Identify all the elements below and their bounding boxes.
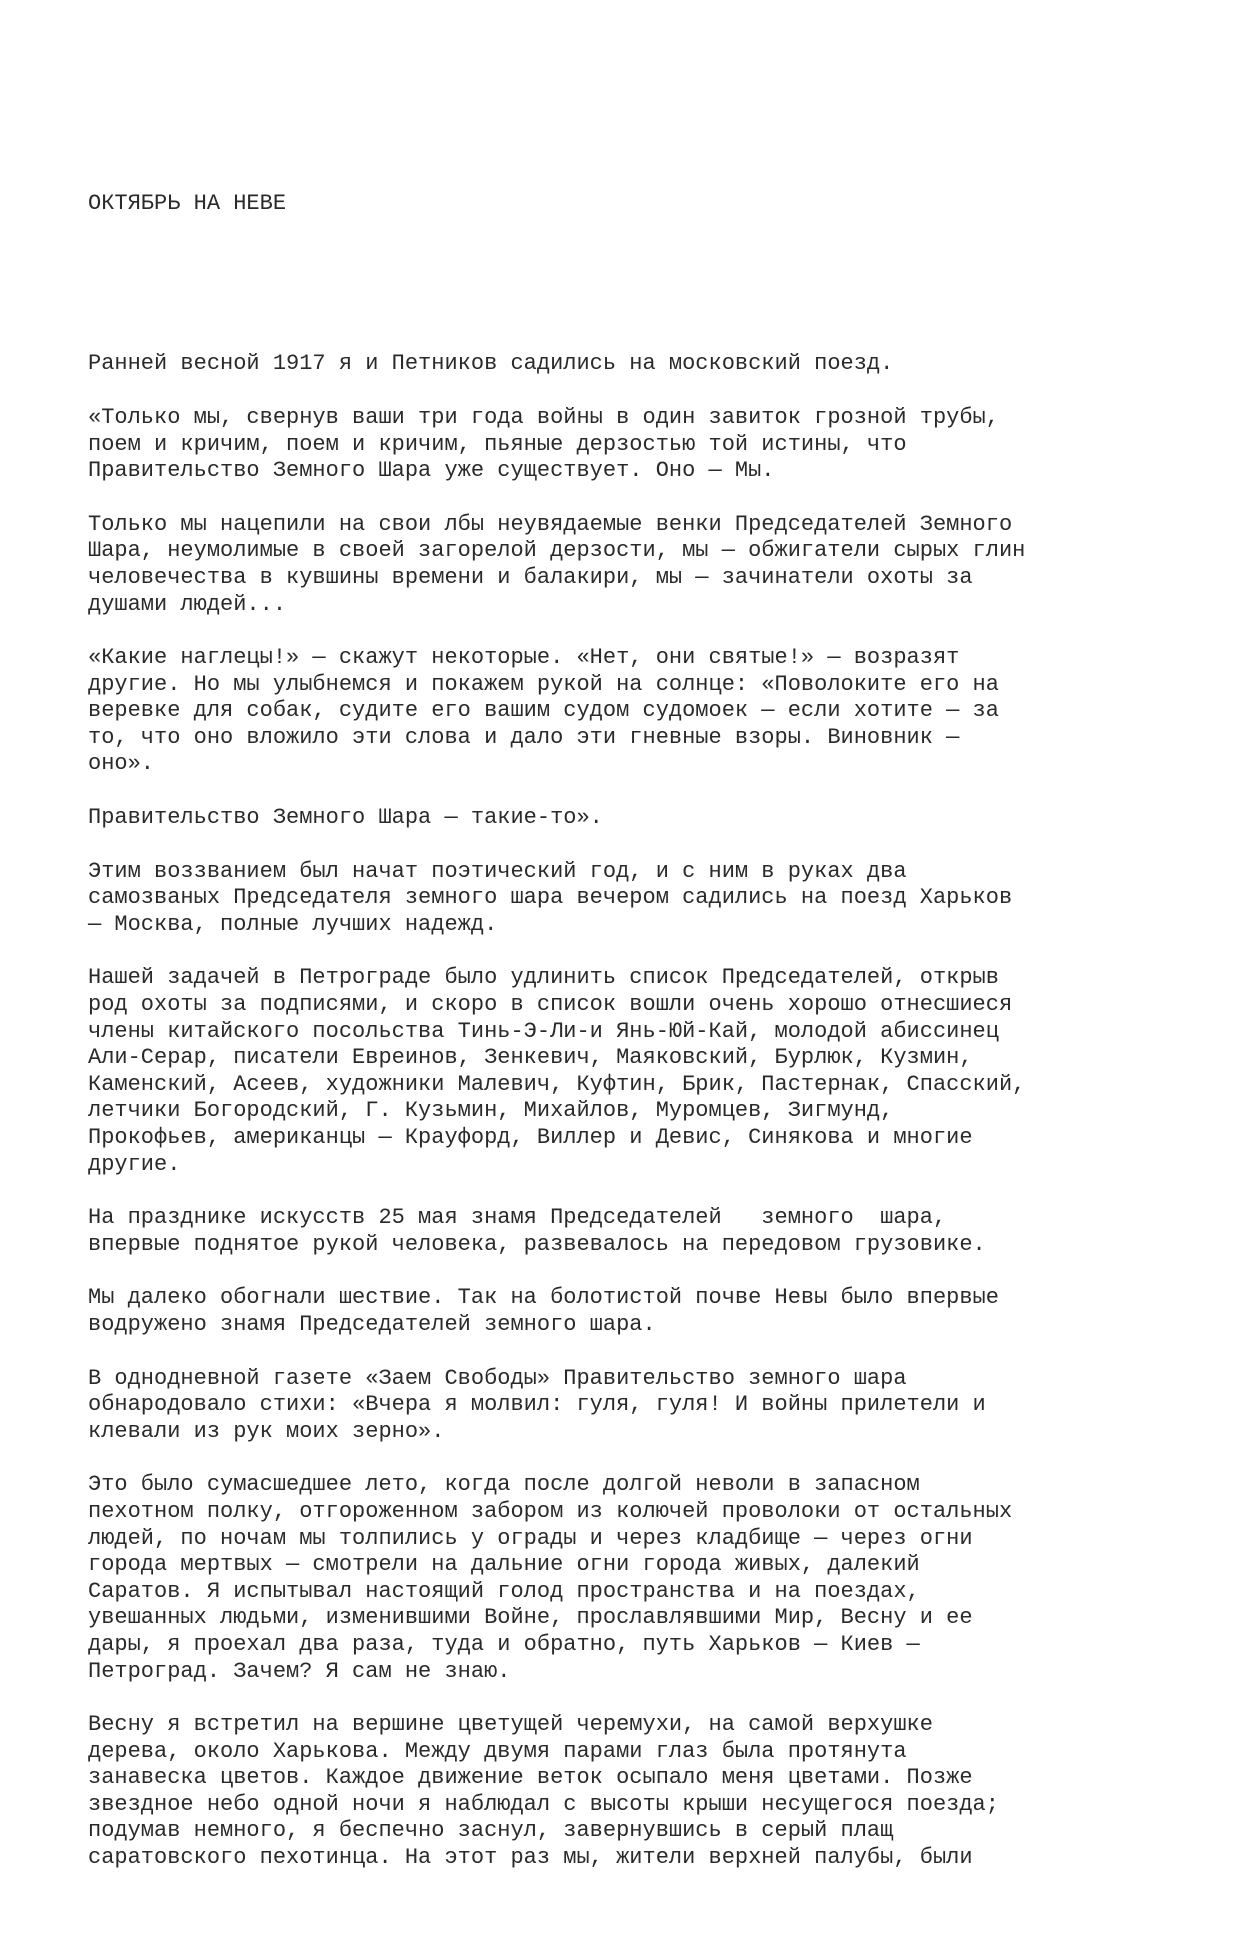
paragraph [88, 1472, 1208, 1685]
text-line: веревке для собак, судите его вашим судом судомоек — если хотите — за [88, 698, 999, 724]
text-line: Нашей задачей в Петрограде было удлинить список Председателей, открыв [88, 965, 999, 991]
text-line: род охоты за подписями, и скоро в список вошли очень хорошо отнесшиеся [88, 992, 1013, 1018]
text-line: Правительство Земного Шара уже существует. Оно — Мы. [88, 458, 775, 484]
paragraph [88, 351, 1208, 378]
text-line: подумав немного, я беспечно заснул, завернувшись в серый плащ [88, 1818, 894, 1844]
text-line: Петроград. Зачем? Я сам не знаю. [88, 1658, 511, 1684]
text-line: пехотном полку, отгороженном забором из колючей проволоки от остальных [88, 1498, 1013, 1524]
paragraph [88, 1285, 1208, 1338]
paragraph [88, 1205, 1208, 1258]
text-line: Мы далеко обогнали шествие. Так на болотистой почве Невы было впервые [88, 1285, 999, 1311]
text-line: В однодневной газете «Заем Свободы» Правительство земного шара [88, 1365, 907, 1391]
text-line: людей, по ночам мы толпились у ограды и через кладбище — через огни [88, 1525, 973, 1551]
text-line: Саратов. Я испытывал настоящий голод пространства и на поездах, [88, 1578, 920, 1604]
text-line: Только мы нацепили на свои лбы неувядаемые венки Председателей Земного [88, 511, 1013, 537]
text-line: Каменский, Асеев, художники Малевич, Куфтин, Брик, Пастернак, Спасский, [88, 1071, 1026, 1097]
text-line: «Только мы, свернув ваши три года войны в один завиток грозной трубы, [88, 404, 999, 430]
text-line: клевали из рук моих зерно». [88, 1418, 445, 1444]
text-line: оно». [88, 751, 155, 777]
text-line: человечества в кувшины времени и балакири, мы — зачинатели охоты за [88, 564, 973, 590]
paragraph [88, 805, 1208, 832]
text-line: саратовского пехотинца. На этот раз мы, жители верхней палубы, были [88, 1845, 973, 1871]
text-line: На празднике искусств 25 мая знамя Председателей земного шара, [88, 1205, 947, 1231]
text-line: Прокофьев, американцы — Крауфорд, Виллер и Девис, Синякова и многие [88, 1125, 973, 1150]
paragraph-list [88, 351, 1208, 1871]
text-line: — Москва, полные лучших надежд. [88, 911, 498, 937]
text-line: «Какие наглецы!» — скажут некоторые. «Нет, они святые!» — возразят [88, 645, 960, 671]
text-line: Ранней весной 1917 я и Петников садились на московский поезд. [88, 351, 894, 377]
text-line: другие. Но мы улыбнемся и покажем рукой на солнце: «Поволоките его на [88, 671, 999, 697]
text-line: Этим воззванием был начат поэтический год, и с ним в руках два [88, 858, 907, 884]
paragraph [88, 859, 1208, 939]
text-line: душами людей... [88, 591, 287, 617]
text-line: занавеска цветов. Каждое движение веток осыпало меня цветами. Позже [88, 1765, 973, 1791]
paragraph [88, 645, 1208, 778]
text-line: впервые поднятое рукой человека, развевалось на передовом грузовике. [88, 1231, 986, 1257]
text-line: Это было сумасшедшее лето, когда после долгой неволи в запасном [88, 1472, 920, 1498]
text-line: Правительство Земного Шара — такие-то». [88, 805, 603, 831]
text-line: члены китайского посольства Тинь-Э-Ли-и Янь-Юй-Кай, молодой абиссинец [88, 1018, 999, 1044]
document-title-block [88, 138, 1208, 271]
paragraph [88, 965, 1208, 1178]
document-title: ОКТЯБРЬ НА НЕВЕ [88, 191, 287, 217]
paragraph [88, 1366, 1208, 1446]
text-line: обнародовало стихи: «Вчера я молвил: гуля, гуля! И войны прилетели и [88, 1392, 986, 1418]
text-line: Шара, неумолимые в своей загорелой дерзости, мы — обжигатели сырых глин [88, 538, 1026, 564]
paragraph [88, 512, 1208, 618]
paragraph [88, 1712, 1208, 1872]
text-line: Али-Серар, писатели Евреинов, Зенкевич, Маяковский, Бурлюк, Кузмин, [88, 1045, 973, 1071]
paragraph [88, 405, 1208, 485]
document-body [88, 85, 1208, 1952]
text-line: звездное небо одной ночи я наблюдал с высоты крыши несущегося поезда; [88, 1791, 999, 1817]
text-line: поем и кричим, поем и кричим, пьяные дерзостью той истины, что [88, 431, 907, 457]
text-line: дерева, около Харькова. Между двумя парами глаз была протянута [88, 1738, 907, 1764]
text-line: города мертвых — смотрели на дальние огни города живых, далекий [88, 1552, 920, 1578]
text-line: самозваных Председателя земного шара вечером садились на поезд Харьков [88, 885, 1013, 911]
text-line: другие. [88, 1151, 181, 1177]
text-line: то, что оно вложило эти слова и дало эти гневные взоры. Виновник — [88, 724, 960, 750]
text-line: дары, я проехал два раза, туда и обратно, путь Харьков — Киев — [88, 1631, 920, 1657]
text-line: увешанных людьми, изменившими Войне, прославлявшими Мир, Весну и ее [88, 1605, 973, 1631]
text-line: Весну я встретил на вершине цветущей черемухи, на самой верхушке [88, 1712, 933, 1738]
text-line: водружено знамя Председателей земного шара. [88, 1311, 656, 1337]
text-line: летчики Богородский, Г. Кузьмин, Михайлов, Муромцев, Зигмунд, [88, 1098, 894, 1124]
